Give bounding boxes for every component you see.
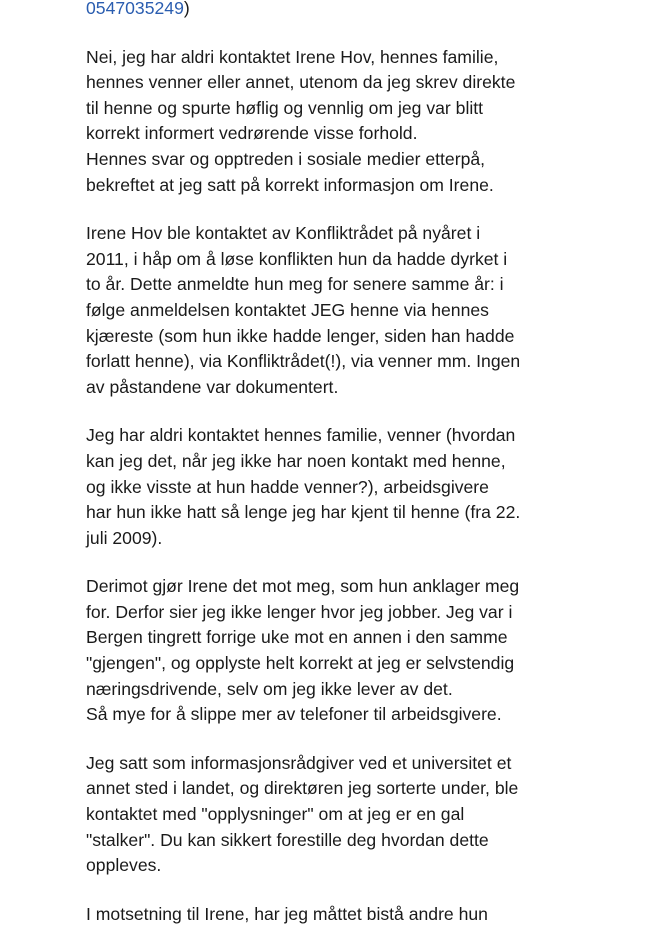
text-line: Irene Hov ble kontaktet av Konfliktrådet på nyåret i xyxy=(86,223,481,244)
text-line: av påstandene var dokumentert. xyxy=(86,376,339,397)
text-line: Bergen tingrett forrige uke mot en annen i den samme xyxy=(86,627,508,648)
top-fragment-line xyxy=(86,0,576,22)
paragraph-1 xyxy=(86,45,576,199)
text-line: næringsdrivende, selv om jeg ikke lever av det. xyxy=(86,678,453,699)
text-line: "stalker". Du kan sikkert forestille deg hvordan dette xyxy=(86,829,489,850)
paragraph-2 xyxy=(86,221,576,400)
top-fragment xyxy=(86,0,576,22)
text-line: kjæreste (som hun ikke hadde lenger, siden han hadde xyxy=(86,325,515,346)
text-line: og ikke visste at hun hadde venner?), arbeidsgivere xyxy=(86,476,489,497)
phone-number-link[interactable]: 0547035249 xyxy=(86,0,184,18)
closing-parenthesis: ) xyxy=(183,0,190,18)
text-line: Derimot gjør Irene det mot meg, som hun anklager meg xyxy=(86,576,520,597)
text-line: kan jeg det, når jeg ikke har noen kontakt med henne, xyxy=(86,450,506,471)
text-line: kontaktet med "opplysninger" om at jeg er en gal xyxy=(86,804,465,825)
text-line: 2011, i håp om å løse konflikten hun da hadde dyrket i xyxy=(86,248,508,269)
text-line: oppleves. xyxy=(86,855,162,876)
paragraph-4 xyxy=(86,574,576,728)
text-line: Nei, jeg har aldri kontaktet Irene Hov, hennes familie, xyxy=(86,46,499,67)
text-line: bekreftet at jeg satt på korrekt informasjon om Irene. xyxy=(86,174,494,195)
paragraph-6 xyxy=(86,902,576,928)
article-body xyxy=(86,0,576,950)
text-line: Hennes svar og opptreden i sosiale medier etterpå, xyxy=(86,148,486,169)
text-line: I motsetning til Irene, har jeg måttet bistå andre hun xyxy=(86,903,488,924)
text-line: følge anmeldelsen kontaktet JEG henne via hennes xyxy=(86,299,489,320)
text-line: Jeg har aldri kontaktet hennes familie, venner (hvordan xyxy=(86,425,516,446)
text-line: for. Derfor sier jeg ikke lenger hvor jeg jobber. Jeg var i xyxy=(86,601,513,622)
paragraph-5 xyxy=(86,751,576,879)
text-line: hennes venner eller annet, utenom da jeg skrev direkte xyxy=(86,72,516,93)
text-line: to år. Dette anmeldte hun meg for senere samme år: i xyxy=(86,274,504,295)
text-line: "gjengen", og opplyste helt korrekt at jeg er selvstendig xyxy=(86,653,515,674)
text-line: har hun ikke hatt så lenge jeg har kjent til henne (fra 22. xyxy=(86,502,521,523)
paragraph-3 xyxy=(86,423,576,551)
text-line: korrekt informert vedrørende visse forhold. xyxy=(86,123,418,144)
text-line: Så mye for å slippe mer av telefoner til arbeidsgivere. xyxy=(86,704,502,725)
text-line: annet sted i landet, og direktøren jeg sorterte under, ble xyxy=(86,778,519,799)
text-line: forlatt henne), via Konfliktrådet(!), via venner mm. Ingen xyxy=(86,351,521,372)
text-line: til henne og spurte høflig og vennlig om jeg var blitt xyxy=(86,97,484,118)
text-line: Jeg satt som informasjonsrådgiver ved et universitet et xyxy=(86,752,512,773)
text-line: juli 2009). xyxy=(86,527,163,548)
